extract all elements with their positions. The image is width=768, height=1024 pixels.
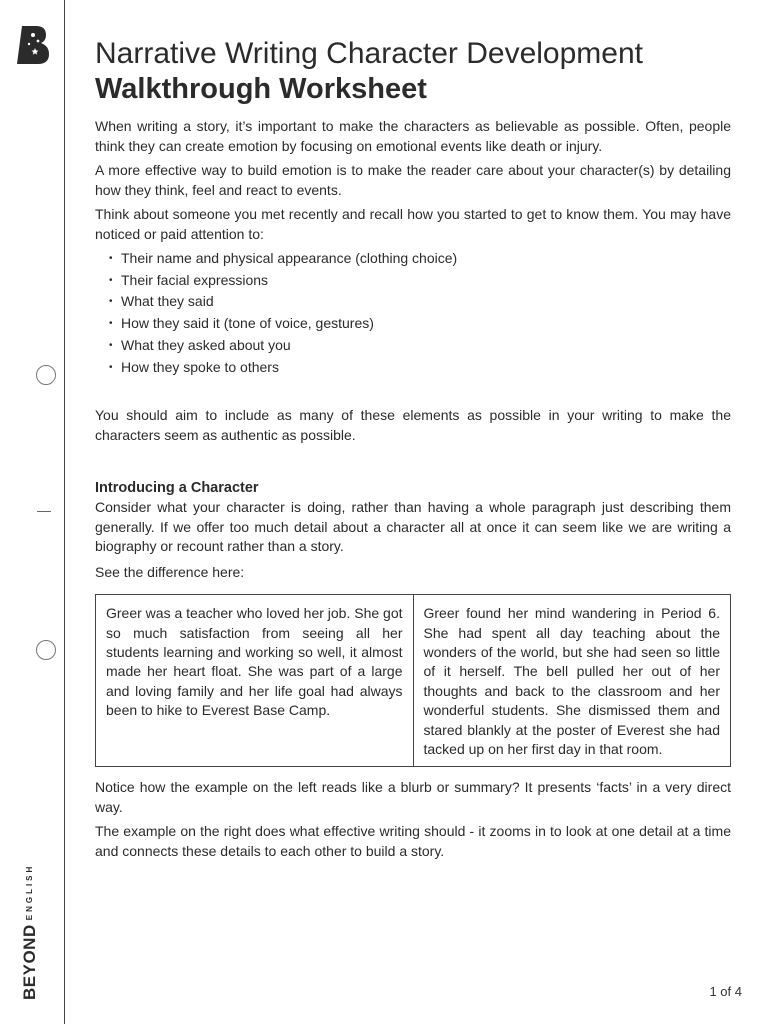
page-title [95, 36, 731, 106]
comparison-table [95, 594, 731, 767]
margin-rule [64, 0, 65, 1024]
title-line-1: Narrative Writing Character Development [95, 37, 643, 70]
comparison-right-cell: Greer found her mind wandering in Period 6. She had spent all day teaching about the wonders of the world, but she had seen so little of it herself. The bell pulled her out of her thoughts and back to the classroom and her wonderful students. She dismissed them and stared blankly at the poster of Everest she had tacked up on her first day in that room. [413, 595, 731, 767]
aim-paragraph: You should aim to include as many of these elements as possible in your writing to make the characters seem as authentic as possible. [95, 407, 731, 443]
title-line-2: Walkthrough Worksheet [95, 73, 427, 105]
intro-paragraph-2: A more effective way to build emotion is to make the reader care about your character(s) by detailing how they think, feel and react to events. [95, 162, 731, 198]
list-item: • What they asked about you [109, 335, 731, 357]
list-item: • What they said [109, 291, 731, 313]
section-paragraph: Consider what your character is doing, rather than having a whole paragraph just describing them generally. If we offer too much detail about a character all at once it can seem like we are writing a biography or recount rather than a story. [95, 499, 731, 555]
brand-wordmark [20, 864, 40, 1000]
closing-paragraph-2: The example on the right does what effective writing should - it zooms in to look at one detail at a time and connects these details to each other to build a story. [95, 823, 731, 859]
list-item: • Their facial expressions [109, 270, 731, 292]
closing-paragraph-1: Notice how the example on the left reads like a blurb or summary? It presents ‘facts’ in a very direct way. [95, 779, 731, 815]
intro-paragraph-3: Think about someone you met recently and recall how you started to get to know them. You may have noticed or paid attention to: [95, 206, 731, 242]
list-item: • How they said it (tone of voice, gestures) [109, 313, 731, 335]
list-item: • How they spoke to others [109, 357, 731, 379]
intro-paragraph-1: When writing a story, it’s important to make the characters as believable as possible. Often, people think they can create emotion by focusing on emotional events like death or injury. [95, 118, 731, 154]
see-difference-text: See the difference here: [95, 563, 245, 580]
brand-name: BEYOND [20, 924, 39, 1000]
page-number: 1 of 4 [709, 984, 742, 999]
fold-mark [37, 511, 51, 512]
brand-subtitle: ENGLISH [25, 863, 34, 921]
beyond-logo-icon [16, 24, 52, 66]
list-item: • Their name and physical appearance (clothing choice) [109, 248, 731, 270]
attention-list [95, 248, 731, 378]
section-heading: Introducing a Character [95, 480, 259, 497]
table-row [96, 595, 731, 767]
comparison-left-cell: Greer was a teacher who loved her job. She got so much satisfaction from seeing all her students learning and working so well, it almost made her heart float. She was part of a large and loving family and her life goal had always been to hike to Everest Base Camp. [96, 595, 414, 767]
punch-hole-top [36, 365, 56, 385]
worksheet-content [95, 36, 731, 861]
punch-hole-bottom [36, 640, 56, 660]
